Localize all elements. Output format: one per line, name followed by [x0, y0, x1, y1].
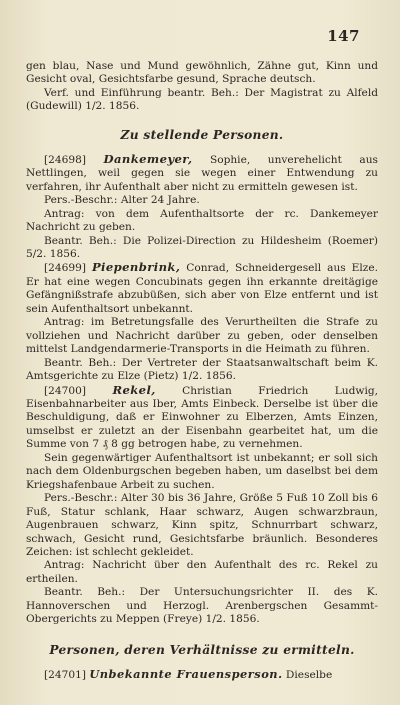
entry-request: Antrag: Nachricht über den Aufenthalt des rc. Rekel zu ertheilen.	[26, 559, 378, 585]
entry-name: Rekel,	[112, 382, 156, 397]
entry-number: [24699]	[44, 262, 86, 275]
entry-description: Pers.-Beschr.: Alter 24 Jahre.	[44, 194, 200, 207]
entry-name: Piepenbrink,	[91, 260, 181, 275]
entry-authority: Beantr. Beh.: Die Polizei-Direction zu Hildesheim (Roemer) 5/2. 1856.	[26, 234, 378, 260]
entry-name: Unbekannte Frauensperson.	[89, 666, 283, 681]
continuation-authority: Verf. und Einführung beantr. Beh.: Der Magistrat zu Alfeld (Gudewill) 1/2. 1856.	[26, 86, 378, 113]
entry-name: Dankemeyer,	[103, 151, 193, 166]
continuation-paragraph: gen blau, Nase und Mund gewöhnlich, Zähne gut, Kinn und Gesicht oval, Gesichtsfarbe gesund, Sprache deutsch.	[26, 60, 378, 86]
entry-number: [24700]	[44, 384, 86, 397]
entry-whereabouts: Sein gegenwärtiger Aufenthaltsort ist unbekannt; er soll sich nach dem Oldenburgschen begeben haben, um daselbst bei dem Kriegshafenbaue Arbeit zu suchen.	[26, 451, 378, 491]
entry-number: [24698]	[44, 153, 86, 166]
entry-24699	[26, 261, 378, 316]
page-body	[26, 60, 378, 682]
entry-text: Sophie, unverehelicht aus Nettlingen, weil gegen sie wegen einer Entwendung zu verfahren, ihr Aufenthalt aber nicht zu ermitteln gewesen ist.	[26, 153, 378, 193]
entry-24700	[26, 384, 378, 452]
entry-text: Conrad, Schneidergesell aus Elze. Er hat eine wegen Concubinats gegen ihn erkannte dreitägige Gefängnißstrafe abzubüßen, sich aber von Elze entfernt und ist sein Aufenthaltsort unbekannt.	[26, 262, 379, 315]
entry-authority: Beantr. Beh.: Der Vertreter der Staatsanwaltschaft beim K. Amtsgerichte zu Elze (Pietz) 1/2. 1856.	[26, 356, 378, 383]
entry-number: [24701]	[44, 668, 86, 681]
entry-authority: Beantr. Beh.: Der Untersuchungsrichter II. des K. Hannoverschen und Herzogl. Arenbergschen Gesammt-Obergerichts zu Meppen (Freye) 1/2. 1856.	[26, 586, 378, 626]
entry-24701	[26, 668, 378, 682]
section-heading-wanted: Zu stellende Personen.	[120, 127, 284, 142]
entry-text: Christian Friedrich Ludwig, Eisenbahnarbeiter aus Iber, Amts Einbeck. Derselbe ist über die Beschuldigung, daß er Einwohner zu Elberzen, Amts Einzen, umselbst er zuletzt an der Eisenbahn gearbeitet hat, um die Summe von 7 ₰ 8 gg betrogen habe, zu vernehmen.	[26, 384, 378, 451]
entry-24698	[26, 153, 378, 194]
page-number: 147	[327, 27, 360, 45]
section-heading-investigate: Personen, deren Verhältnisse zu ermitteln.	[49, 642, 355, 657]
entry-request: Antrag: von dem Aufenthaltsorte der rc. Dankemeyer Nachricht zu geben.	[26, 207, 378, 234]
entry-request: Antrag: im Betretungsfalle des Verurtheilten die Strafe zu vollziehen und Nachricht darüber zu geben, oder denselben mittelst Landgendarmerie-Transports in die Heimath zu führen.	[26, 316, 378, 356]
entry-description: Pers.-Beschr.: Alter 30 bis 36 Jahre, Größe 5 Fuß 10 Zoll bis 6 Fuß, Statur schlank, Haar schwarz, Augen schwarzbraun, Augenbrauen schwarz, Kinn spitz, Schnurrbart schwarz, schwach, Gesicht rund, Gesichtsfarbe bräunlich. Besonderes Zeichen: ist schlecht gekleidet.	[26, 492, 378, 558]
entry-text: Dieselbe	[285, 668, 333, 681]
